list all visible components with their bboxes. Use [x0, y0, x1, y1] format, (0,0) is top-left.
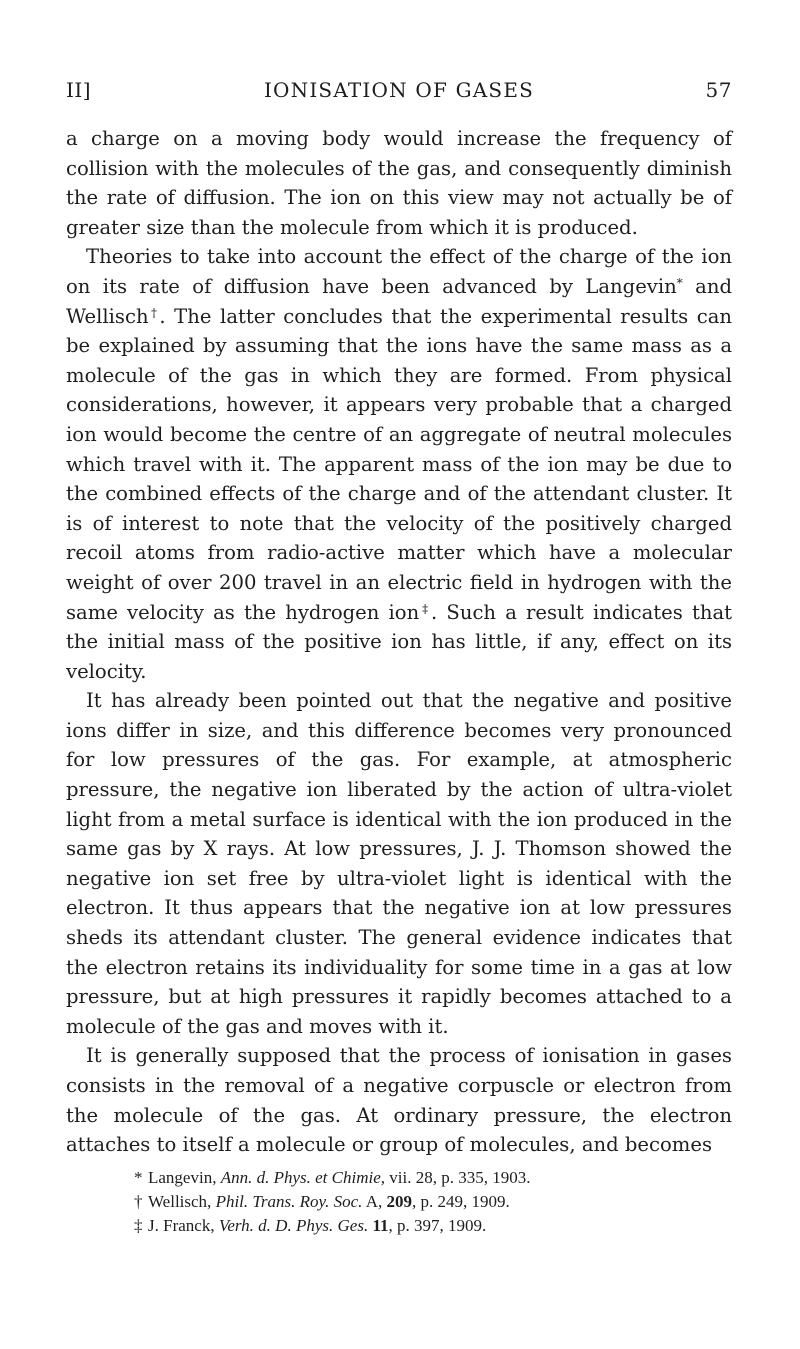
footnote	[82, 1214, 732, 1238]
footnote-mark: *	[134, 1168, 143, 1187]
text-run: , p. 249, 1909.	[412, 1192, 510, 1211]
italic-text: Ann. d. Phys. et Chimie	[220, 1168, 381, 1187]
page-number: 57	[705, 78, 732, 102]
running-header	[66, 78, 732, 112]
running-title: IONISATION OF GASES	[263, 78, 535, 102]
text-run: , vii. 28, p. 335, 1903.	[380, 1168, 531, 1187]
text-run: a charge on a moving body would increase the frequency of collision with the molecules of the gas, and consequently diminish the rate of diffusion. The ion on this view may not actually be of greater size than the molecule from which it is produced.	[66, 127, 732, 239]
paragraph	[66, 242, 732, 686]
text-run: It is generally supposed that the process of ionisation in gases consists in the removal of a negative corpuscle or electron from the molecule of the gas. At ordinary pressure, the electron attaches to itself a molecule or group of molecules, and becomes	[66, 1044, 732, 1157]
footnote	[82, 1166, 732, 1190]
italic-text: Verh. d. D. Phys. Ges.	[218, 1216, 369, 1235]
text-run: , p. 397, 1909.	[388, 1216, 487, 1235]
body-text	[66, 124, 732, 1160]
bold-text: 11	[372, 1216, 389, 1235]
text-run: . The latter concludes that the experimental results can be explained by assuming that the ions have the same mass as a molecule of the gas in which they are formed. From physical considerations, however, it appears very probable that a charged ion would become the centre of an aggregate of neutral molecules which travel with it. The apparent mass of the ion may be due to the combined effects of the charge and of the attendant cluster. It is of interest to note that the velocity of the positively charged recoil atoms from radio-active matter which have a molecular weight of over 200 travel in an electric field in hydrogen with the same velocity as the hydrogen ion	[66, 304, 733, 624]
footnote-mark: ‡	[134, 1216, 143, 1235]
footnote-mark: †	[134, 1192, 143, 1211]
text-run: It has already been pointed out that the negative and positive ions differ in size, and this difference becomes very pronounced for low pressures of the gas. For example, at atmospheric pressure, the negative ion liberated by the action of ultra-violet light from a metal surface is identical with the ion produced in the same gas by X rays. At low pressures, J. J. Thomson showed the negative ion set free by ultra-violet light is identical with the electron. It thus appears that the negative ion at low pressures sheds its attendant cluster. The general evidence indicates that the electron retains its individuality for some time in a gas at low pressure, but at high pressures it rapidly becomes attached to a molecule of the gas and moves with it.	[66, 689, 732, 1038]
footnote-reference: ‡	[419, 601, 432, 616]
text-run: A,	[362, 1192, 387, 1211]
footnote-reference: *	[676, 275, 683, 290]
paragraph	[66, 686, 732, 1041]
text-run: Wellisch,	[148, 1192, 216, 1211]
text-run: . Such a result indicates that the initial mass of the positive ion has little, if any, effect on its velocity.	[66, 600, 733, 683]
italic-text: Phil. Trans. Roy. Soc.	[215, 1192, 363, 1211]
chapter-number: II]	[66, 78, 92, 102]
text-run: and Wellisch	[66, 274, 732, 328]
text-run: J. Franck,	[148, 1216, 219, 1235]
footnote-reference: †	[148, 305, 160, 320]
footnote	[82, 1190, 732, 1214]
paragraph	[66, 1041, 732, 1159]
text-run: Langevin,	[148, 1168, 221, 1187]
footnotes	[82, 1166, 732, 1238]
text-run: Theories to take into account the effect of the charge of the ion on its rate of diffusion have been advanced by Langevin	[66, 245, 732, 298]
paragraph	[66, 124, 732, 242]
bold-text: 209	[386, 1192, 413, 1211]
